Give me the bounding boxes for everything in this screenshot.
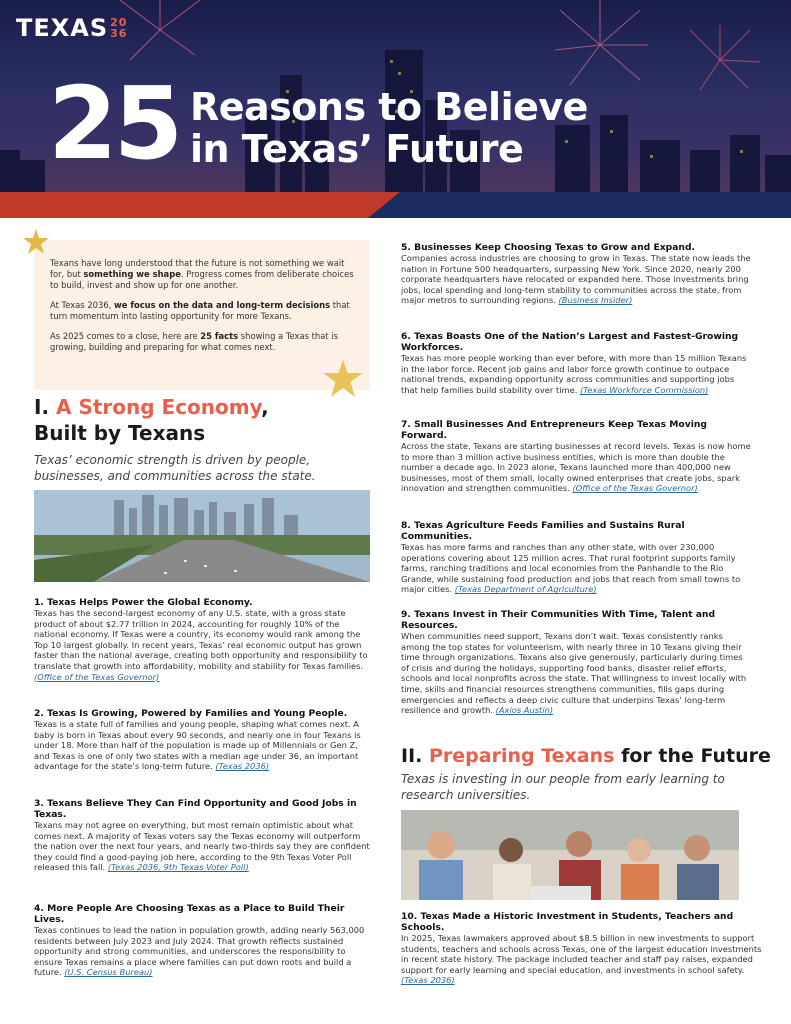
gold-star-icon	[22, 228, 50, 256]
source-link[interactable]: (Texas 2036)	[215, 761, 270, 772]
section-1-subtitle: Texas’ economic strength is driven by people, businesses, and communities across the state.	[34, 453, 316, 483]
intro-paragraph-2: At Texas 2036, we focus on the data and long-term decisions that turn momentum into lasting opportunity for more Texans.	[50, 300, 350, 321]
source-link[interactable]: (Texas Department of Agriculture)	[454, 584, 597, 595]
fact-5: 5. Businesses Keep Choosing Texas to Grow and Expand. Companies across industries are choosing to grow in Texas. The state now leads the nation in Fortune 500 headquarters, surpassing New York. Since 2020, nearly 200 corporate headquarters have relocated or expanded here. Those investments bring jobs, local spending and long-term stability to communities across the state, from major metros to surrounding regions. (Business Insider)	[401, 242, 751, 306]
logo-year: 20 36	[110, 16, 128, 40]
section-1-heading: I. A Strong Economy, Built by Texans	[34, 395, 269, 445]
fact-8: 8. Texas Agriculture Feeds Families and Sustains Rural Communities. Texas has more farms and ranches than any other state, with over 230,000 operations covering about 125 million acres. That rural footprint supports family farms, ranching traditions and local economies from the Panhandle to the Rio Grande, while sustaining food production and jobs that reach from small towns to major cities. (Texas Department of Agriculture)	[401, 520, 741, 595]
students-group-photo	[401, 810, 739, 900]
texas-2036-logo	[16, 14, 127, 42]
hero-number: 25	[48, 65, 180, 182]
fact-9: 9. Texans Invest in Their Communities With Time, Talent and Resources. When communities need support, Texans don’t wait. Texas consistently ranks among the top states for volunteerism, with nearly three in 10 Texans giving their time through organizations. Texans also give generously, particularly during times of crisis and during the holidays, supporting food banks, disaster relief efforts, schools and local nonprofits across the state. That willingness to invest locally with time, skills and financial resources strengthens communities, fills gaps during emergencies and reflects a deep civic culture that underpins Texas’ long-term resilience and growth. (Axios Austin)	[401, 609, 747, 716]
source-link[interactable]: (Texas 2036, 9th Texas Voter Poll)	[107, 862, 249, 873]
fact-3: 3. Texans Believe They Can Find Opportunity and Good Jobs in Texas. Texans may not agree on everything, but most remain optimistic about what comes next. A majority of Texas voters say the Texas economy will outperform the nation over the next four years, and nearly two-thirds say they are confident they could find a good-paying job here, according to the 9th Texas Voter Poll released this fall. (Texas 2036, 9th Texas Voter Poll)	[34, 798, 370, 873]
logo-wordmark: TEXAS	[16, 14, 109, 42]
header-red-band	[0, 192, 400, 218]
students-image	[401, 810, 739, 900]
source-link[interactable]: (Office of the Texas Governor)	[572, 483, 698, 494]
fact-2: 2. Texas Is Growing, Powered by Families and Young People. Texas is a state full of families and young people, shaping what comes next. A baby is born in Texas about every 90 seconds, and nearly one in four Texans is under 18. More than half of the population is made up of Millennials or Gen Z, and Texas is one of only two states with a median age under 36, an important advantage for the state’s long-term future. (Texas 2036)	[34, 708, 361, 772]
highway-skyline-photo	[34, 490, 370, 582]
source-link[interactable]: (Business Insider)	[558, 295, 633, 306]
section-2-subtitle: Texas is investing in our people from early learning to research universities.	[401, 772, 725, 802]
intro-paragraph-1: Texans have long understood that the future is not something we wait for, but something we shape. Progress comes from deliberate choices to build, invest and show up for one another.	[50, 258, 354, 290]
source-link[interactable]: (Axios Austin)	[495, 705, 554, 716]
source-link[interactable]: (U.S. Census Bureau)	[64, 967, 153, 978]
fact-10: 10. Texas Made a Historic Investment in Students, Teachers and Schools. In 2025, Texas lawmakers approved about $8.5 billion in new investments to support students, teachers and schools across Texas, one of the largest education investments in recent state history. The package included teacher and staff pay raises, expanded support for early learning and special education, and investments in school safety. (Texas 2036)	[401, 911, 762, 986]
hero-banner	[0, 0, 791, 218]
intro-box	[34, 240, 370, 390]
city-highway-image	[34, 490, 370, 582]
fact-1: 1. Texas Helps Power the Global Economy. Texas has the second-largest economy of any U.S. state, with a gross state product of about $2.77 trillion in 2024, accounting for roughly 10% of the national economy. If Texas were a country, its economy would rank among the Top 10 largest globally. In recent years, Texas’ real economic output has grown faster than the national average, creating both opportunity and responsibility to translate that growth into affordability, mobility and stability for Texas families. (Office of the Texas Governor)	[34, 597, 368, 682]
intro-paragraph-3: As 2025 comes to a close, here are 25 facts showing a Texas that is growing, building and preparing for what comes next.	[50, 331, 339, 352]
fact-7: 7. Small Businesses And Entrepreneurs Keep Texas Moving Forward. Across the state, Texans are starting businesses at record levels. Texas is now home to more than 3 million active business entities, which is more than double the number a decade ago. In 2023 alone, Texans launched more than 400,000 new businesses, most of them small, locally owned enterprises that create jobs, spark innovation and strengthen communities. (Office of the Texas Governor)	[401, 419, 751, 494]
source-link[interactable]: (Office of the Texas Governor)	[34, 671, 160, 682]
source-link[interactable]: (Texas Workforce Commission)	[579, 384, 709, 395]
fact-6: 6. Texas Boasts One of the Nation’s Largest and Fastest-Growing Workforces. Texas has more people working than ever before, with more than 15 million Texans in the labor force. Recent job gains and labor force growth continue to outpace national trends, expanding opportunity across communities and supporting jobs that help families build stability over time. (Texas Workforce Commission)	[401, 331, 747, 395]
fact-4: 4. More People Are Choosing Texas as a Place to Build Their Lives. Texas continues to lead the nation in population growth, adding nearly 563,000 residents between July 2023 and July 2024. That growth reflects sustained opportunity and strong communities, and underscores the responsibility to ensure Texas remains a place where families can put down roots and build a future. (U.S. Census Bureau)	[34, 903, 365, 978]
gold-star-icon	[322, 358, 364, 400]
page-title: Reasons to Believe in Texas’ Future	[190, 85, 588, 171]
section-2-heading: II. Preparing Texans for the Future	[401, 745, 771, 767]
source-link[interactable]: (Texas 2036)	[401, 975, 455, 986]
